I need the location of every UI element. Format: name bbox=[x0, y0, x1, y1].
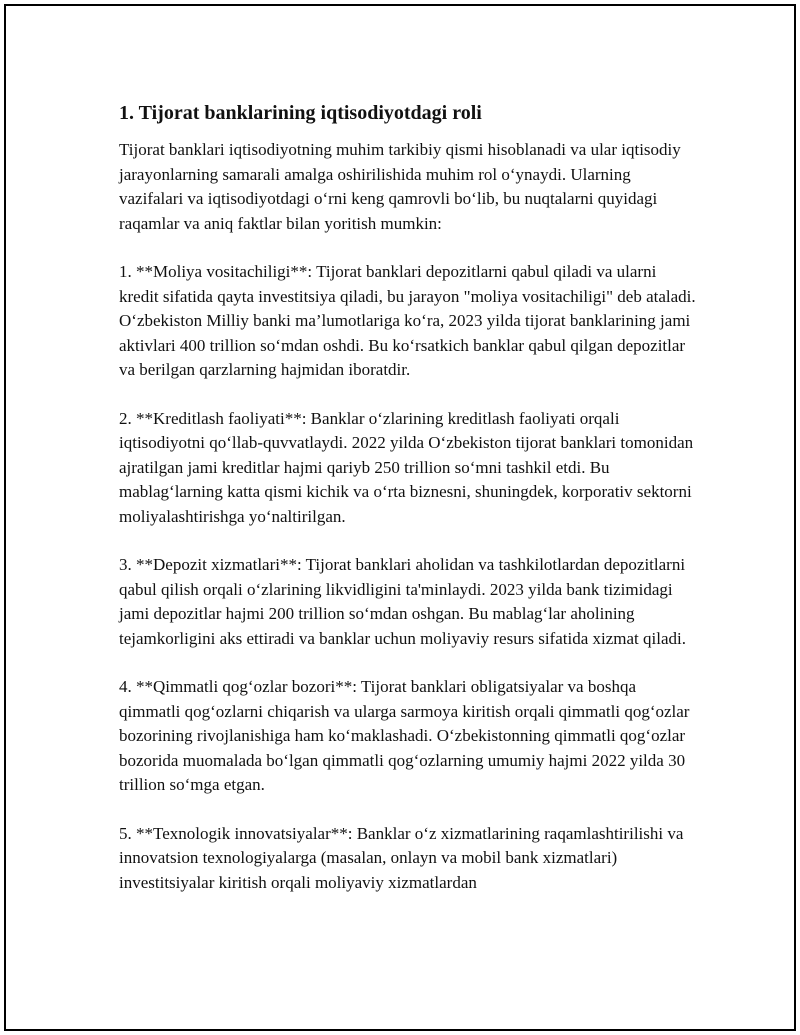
paragraph-technological-innovations: 5. **Texnologik innovatsiyalar**: Banklar o‘z xizmatlarining raqamlashtirilishi va innovatsion texnologiyalarga (masalan, onlayn va mobil bank xizmatlari) investitsiyalar kiritish orqali moliyaviy xizmatlardan bbox=[119, 823, 684, 892]
page-frame bbox=[4, 4, 796, 1031]
intro-paragraph: Tijorat banklari iqtisodiyotning muhim tarkibiy qismi hisoblanadi va ular iqtisodiy jarayonlarning samarali amalga oshirilishida muhim rol o‘ynaydi. Ularning vazifalari va iqtisodiyotdagi o‘rni keng qamrovli bo‘lib, bu nuqtalarni quyidagi raqamlar va aniq faktlar bilan yoritish mumkin: bbox=[119, 140, 681, 233]
paragraph-financial-intermediation: 1. **Moliya vositachiligi**: Tijorat banklari depozitlarni qabul qiladi va ularni kredit sifatida qayta investitsiya qiladi, bu jarayon "moliya vositachiligi" deb ataladi. O‘zbekiston Milliy banki ma’lumotlariga ko‘ra, 2023 yilda tijorat banklarining jami aktivlari 400 trillion so‘mdan oshdi. Bu ko‘rsatkich banklar qabul qilgan depozitlar va berilgan qarzlarning hajmidan iboratdir. bbox=[119, 262, 696, 379]
document-title: 1. Tijorat banklarining iqtisodiyotdagi roli bbox=[119, 102, 482, 124]
paragraph-lending-activity: 2. **Kreditlash faoliyati**: Banklar o‘zlarining kreditlash faoliyati orqali iqtisodiyotni qo‘llab-quvvatlaydi. 2022 yilda O‘zbekiston tijorat banklari tomonidan ajratilgan jami kreditlar hajmi qariyb 250 trillion so‘mni tashkil etdi. Bu mablag‘larning katta qismi kichik va o‘rta biznesni, shuningdek, korporativ sektorni moliyalashtirishga yo‘naltirilgan. bbox=[119, 408, 694, 526]
paragraph-deposit-services: 3. **Depozit xizmatlari**: Tijorat banklari aholidan va tashkilotlardan depozitlarni qabul qilish orqali o‘zlarining likvidligini ta'minlaydi. 2023 yilda bank tizimidagi jami depozitlar hajmi 200 trillion so‘mdan oshgan. Bu mablag‘lar aholining tejamkorligini aks ettiradi va banklar uchun moliyaviy resurs sifatida xizmat qiladi. bbox=[119, 555, 686, 648]
document-body bbox=[119, 100, 699, 895]
paragraph-securities-market: 4. **Qimmatli qog‘ozlar bozori**: Tijorat banklari obligatsiyalar va boshqa qimmatli qog‘ozlarni chiqarish va ularga sarmoya kiritish orqali qimmatli qog‘ozlar bozorining rivojlanishiga ham ko‘maklashadi. O‘zbekistonning qimmatli qog‘ozlar bozorida muomalada bo‘lgan qimmatli qog‘ozlarning umumiy hajmi 2022 yilda 30 trillion so‘mga etgan. bbox=[119, 677, 690, 794]
